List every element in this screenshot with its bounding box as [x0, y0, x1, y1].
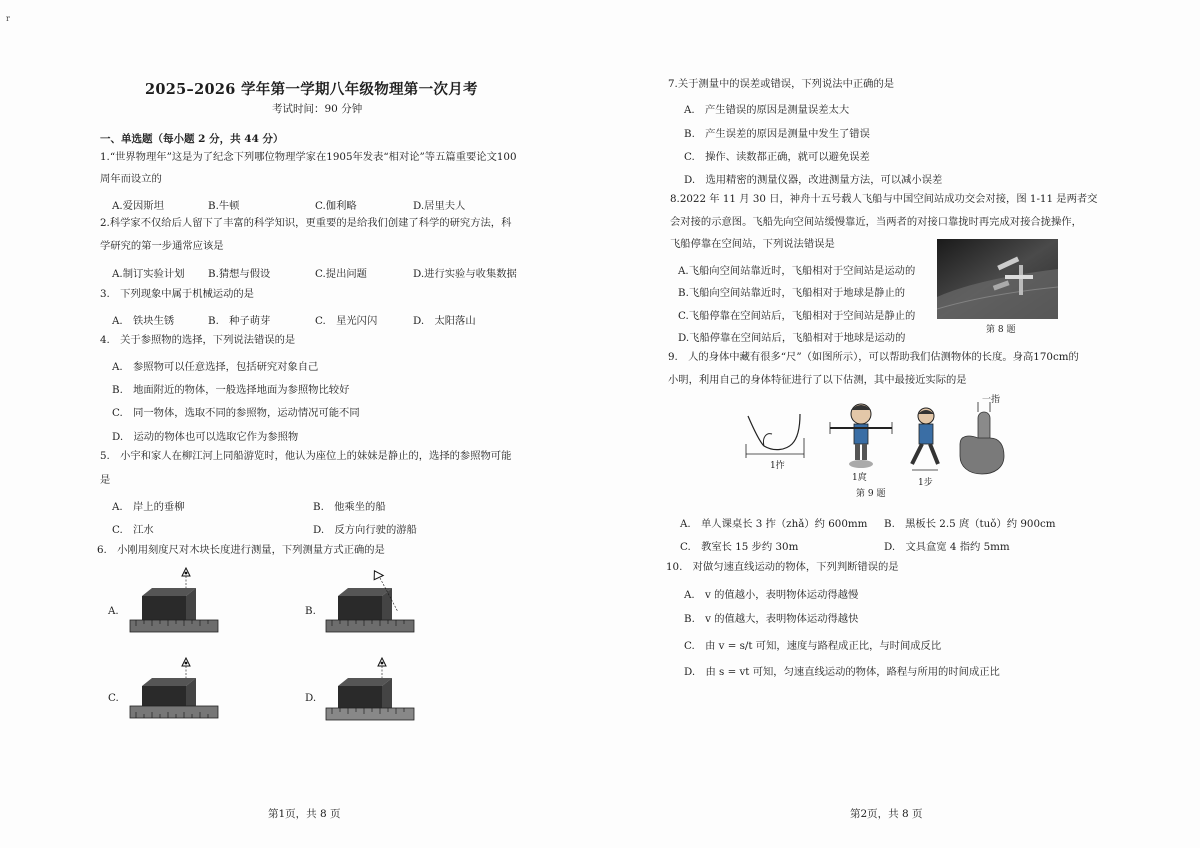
question-4-stem: 4. 关于参照物的选择，下列说法错误的是 [100, 334, 296, 346]
q3-option-b: B. 种子萌芽 [208, 315, 271, 327]
q5-option-a: A. 岸上的垂柳 [112, 501, 185, 513]
q5-option-b: B. 他乘坐的船 [313, 501, 386, 513]
question-3-stem: 3. 下列现象中属于机械运动的是 [100, 288, 254, 300]
page-2-footer: 第2页，共 8 页 [850, 808, 923, 820]
q9-option-a: A. 单人课桌长 3 拃（zhǎ）约 600mm [680, 518, 868, 530]
question-2-stem-cont: 学研究的第一步通常应该是 [100, 240, 224, 252]
q8-space-station-photo [937, 239, 1058, 319]
q8-option-c: C.飞船停靠在空间站后，飞船相对于空间站是静止的 [678, 310, 916, 322]
question-8-stem-cont-2: 飞船停靠在空间站，下列说法错误是 [670, 238, 835, 250]
q7-option-c: C. 操作、读数都正确，就可以避免误差 [684, 151, 870, 163]
q1-option-b: B.牛顿 [208, 200, 240, 212]
question-9-stem-cont: 小明，利用自己的身体特征进行了以下估测，其中最接近实际的是 [668, 374, 967, 386]
q3-option-c: C. 星光闪闪 [315, 315, 378, 327]
exam-page-2 [600, 0, 1200, 848]
q4-option-c: C. 同一物体，选取不同的参照物，运动情况可能不同 [112, 407, 360, 419]
exam-title: 2025–2026 学年第一学期八年级物理第一次月考 [145, 81, 478, 98]
q8-option-d: D.飞船停靠在空间站后，飞船相对于地球是运动的 [678, 332, 906, 344]
q6-figure-a-label: A. [108, 605, 119, 617]
q2-option-a: A.制订实验计划 [112, 268, 185, 280]
q6-figure-c-block-ruler [124, 656, 224, 736]
q9-label-arm-span: 1庹 [852, 473, 867, 483]
q2-option-d: D.进行实验与收集数据 [413, 268, 517, 280]
q9-option-b: B. 黑板长 2.5 庹（tuǒ）约 900cm [884, 518, 1056, 530]
q10-option-d: D. 由 s = vt 可知，匀速直线运动的物体，路程与所用的时间成正比 [684, 666, 1000, 678]
question-8-stem-cont: 会对接的示意图。飞船先向空间站缓慢靠近，当两者的对接口靠拢时再完成对接合拢操作， [670, 216, 1082, 228]
q9-walking-step-drawing [904, 406, 948, 476]
question-5-stem: 5. 小宇和家人在柳江河上同船游览时，他认为座位上的妹妹是静止的，选择的参照物可能 [100, 450, 512, 462]
q9-label-span: 1拃 [770, 461, 785, 471]
q1-option-a: A.爱因斯坦 [112, 200, 164, 212]
q7-option-a: A. 产生错误的原因是测量误差太大 [684, 104, 850, 116]
q10-option-b: B. v 的值越大，表明物体运动得越快 [684, 613, 859, 625]
q8-option-a: A.飞船向空间站靠近时，飞船相对于空间站是运动的 [678, 265, 916, 277]
question-2-stem: 2.科学家不仅给后人留下了丰富的科学知识，更重要的是给我们创建了科学的研究方法，科 [100, 217, 512, 229]
q2-option-c: C.提出问题 [315, 268, 367, 280]
question-5-stem-cont: 是 [100, 474, 111, 486]
q8-option-b: B.飞船向空间站靠近时，飞船相对于地球是静止的 [678, 287, 906, 299]
question-10-stem: 10. 对做匀速直线运动的物体，下列判断错误的是 [666, 561, 899, 573]
q2-option-b: B.猜想与假设 [208, 268, 271, 280]
scan-corner-mark: r [6, 14, 10, 23]
q9-option-c: C. 教室长 15 步约 30m [680, 541, 799, 553]
question-6-stem: 6. 小刚用刻度尺对木块长度进行测量，下列测量方式正确的是 [97, 544, 385, 556]
q1-option-c: C.伽利略 [315, 200, 357, 212]
q7-option-d: D. 选用精密的测量仪器，改进测量方法，可以减小误差 [684, 174, 943, 186]
q3-option-d: D. 太阳落山 [413, 315, 476, 327]
q3-option-a: A. 铁块生锈 [112, 315, 175, 327]
q9-label-step: 1步 [918, 478, 933, 488]
q9-option-d: D. 文具盒宽 4 指约 5mm [884, 541, 1010, 553]
q4-option-b: B. 地面附近的物体，一般选择地面为参照物比较好 [112, 384, 350, 396]
q9-finger-width-drawing [954, 400, 1010, 476]
q6-figure-c-label: C. [108, 692, 119, 704]
question-7-stem: 7.关于测量中的误差或错误，下列说法中正确的是 [668, 78, 895, 90]
q10-option-c: C. 由 v = s/t 可知，速度与路程成正比，与时间成反比 [684, 640, 942, 652]
exam-time: 考试时间：90 分钟 [272, 103, 363, 115]
question-8-stem: 8.2022 年 11 月 30 日，神舟十五号载人飞船与中国空间站成功交会对接，图 1-11 是两者交 [670, 193, 1098, 205]
question-1-stem: 1.“世界物理年”这是为了纪念下列哪位物理学家在1905年发表“相对论”等五篇重要论文100 [100, 151, 517, 163]
section-heading: 一、单选题（每小题 2 分，共 44 分） [100, 133, 284, 145]
q6-figure-d-block-ruler [320, 656, 420, 736]
q5-option-c: C. 江水 [112, 524, 154, 536]
q5-option-d: D. 反方向行驶的游船 [313, 524, 417, 536]
q7-option-b: B. 产生误差的原因是测量中发生了错误 [684, 128, 870, 140]
q9-figure-caption: 第 9 题 [856, 489, 886, 499]
q6-figure-a-block-ruler [124, 566, 224, 646]
q4-option-a: A. 参照物可以任意选择，包括研究对象自己 [112, 361, 319, 373]
q6-figure-d-label: D. [305, 692, 317, 704]
q4-option-d: D. 运动的物体也可以选取它作为参照物 [112, 431, 299, 443]
q1-option-d: D.居里夫人 [413, 200, 466, 212]
q8-figure-caption: 第 8 题 [986, 325, 1016, 335]
page-1-footer: 第1页，共 8 页 [268, 808, 341, 820]
q6-figure-b-label: B. [305, 605, 316, 617]
q10-option-a: A. v 的值越小，表明物体运动得越慢 [684, 589, 859, 601]
q6-figure-b-block-ruler [320, 566, 420, 646]
question-9-stem: 9. 人的身体中藏有很多“尺”（如图所示），可以帮助我们估测物体的长度。身高170cm的 [668, 351, 1079, 363]
q9-arm-span-drawing [826, 400, 896, 472]
question-1-stem-cont: 周年而设立的 [100, 173, 162, 185]
q9-label-finger: 一指 [982, 395, 1001, 405]
